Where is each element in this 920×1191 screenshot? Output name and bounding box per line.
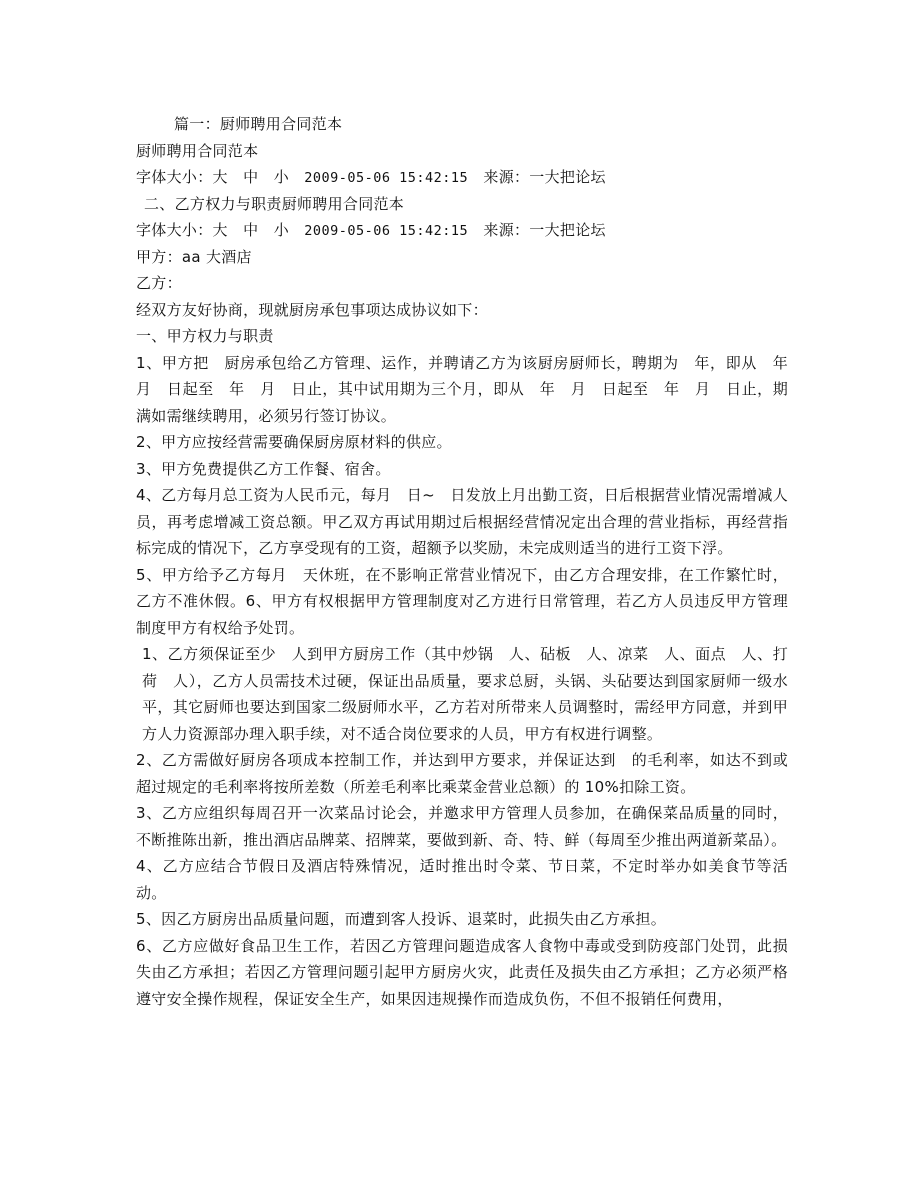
section-heading-2: 二、乙方权力与职责厨师聘用合同范本	[144, 194, 405, 213]
clause-b6: 6、乙方应做好食品卫生工作，若因乙方管理问题造成客人食物中毒或受到防疫部门处罚，此损失由乙方承担；若因乙方管理问题引起甲方厨房火灾，此责任及损失由乙方承担；乙方必须严格遵守安全操作规程，保证安全生产，如果因违规操作而造成负伤，不但不报销任何费用，	[136, 936, 788, 1008]
meta-line-2	[136, 217, 788, 244]
clause-b4: 4、乙方应结合节假日及酒店特殊情况，适时推出时令菜、节日菜，不定时举办如美食节等活动。	[136, 857, 788, 902]
document-heading: 厨师聘用合同范本	[136, 141, 259, 160]
party-b: 乙方：	[136, 274, 182, 292]
clause-b2: 2、乙方需做好厨房各项成本控制工作，并达到甲方要求，并保证达到 的毛利率，如达不到或超过规定的毛利率将按所差数（所差毛利率比乘菜金营业总额）的 10%扣除工资。	[136, 751, 788, 796]
clause-a1: 1、甲方把 厨房承包给乙方管理、运作，并聘请乙方为该厨房厨师长，聘期为 年，即从 年 月 日起至 年 月 日止，其中试用期为三个月，即从 年 月 日起至 年 月 日止，期满如需继续聘用，必须另行签订协议。	[136, 353, 804, 425]
document-title: 篇一：厨师聘用合同范本	[174, 115, 343, 133]
post-source: 来源：一大把论坛	[483, 168, 606, 186]
party-a: 甲方：aa 大酒店	[136, 247, 252, 266]
clause-a2: 2、甲方应按经营需要确保厨房原材料的供应。	[136, 433, 452, 451]
post-source: 来源：一大把论坛	[483, 221, 606, 239]
font-size-label: 字体大小：大 中 小	[136, 168, 290, 186]
section-1-heading: 一、甲方权力与职责	[136, 327, 274, 345]
clause-b3: 3、乙方应组织每周召开一次菜品讨论会，并邀求甲方管理人员参加，在确保菜品质量的同时，不断推陈出新，推出酒店品牌菜、招牌菜，要做到新、奇、特、鲜（每周至少推出两道新菜品）。	[136, 804, 788, 849]
intro-text: 经双方友好协商，现就厨房承包事项达成协议如下：	[136, 300, 488, 319]
clause-b1: 1、乙方须保证至少 人到甲方厨房工作（其中炒锅 人、砧板 人、凉菜 人、面点 人、打荷 人），乙方人员需技术过硬，保证出品质量，要求总厨，头锅、头砧要达到国家厨师一级水平，其它厨师也要达到国家二级厨师水平，乙方若对所带来人员调整时，需经甲方同意，并到甲方人力资源部办理入职手续，对不适合岗位要求的人员，甲方有权进行调整。	[142, 645, 788, 743]
clause-b5: 5、因乙方厨房出品质量问题，而遭到客人投诉、退菜时，此损失由乙方承担。	[136, 910, 667, 928]
post-datetime: 2009-05-06 15:42:15	[304, 223, 469, 239]
font-size-label: 字体大小：大 中 小	[136, 221, 290, 239]
meta-line-1	[136, 164, 788, 191]
clause-a4: 4、乙方每月总工资为人民币元，每月 日~ 日发放上月出勤工资，日后根据营业情况需增减人员，再考虑增减工资总额。甲乙双方再试用期过后根据经营情况定出合理的营业指标，再经营指标完成的情况下，乙方享受现有的工资，超额予以奖励，未完成则适当的进行工资下浮。	[136, 486, 788, 557]
document-body	[136, 111, 804, 1012]
clause-a5: 5、甲方给予乙方每月 天休班，在不影响正常营业情况下，由乙方合理安排，在工作繁忙时，乙方不准休假。6、甲方有权根据甲方管理制度对乙方进行日常管理，若乙方人员违反甲方管理制度甲方有权给予处罚。	[136, 565, 788, 637]
clause-a3: 3、甲方免费提供乙方工作餐、宿舍。	[136, 459, 391, 478]
post-datetime: 2009-05-06 15:42:15	[304, 170, 469, 186]
